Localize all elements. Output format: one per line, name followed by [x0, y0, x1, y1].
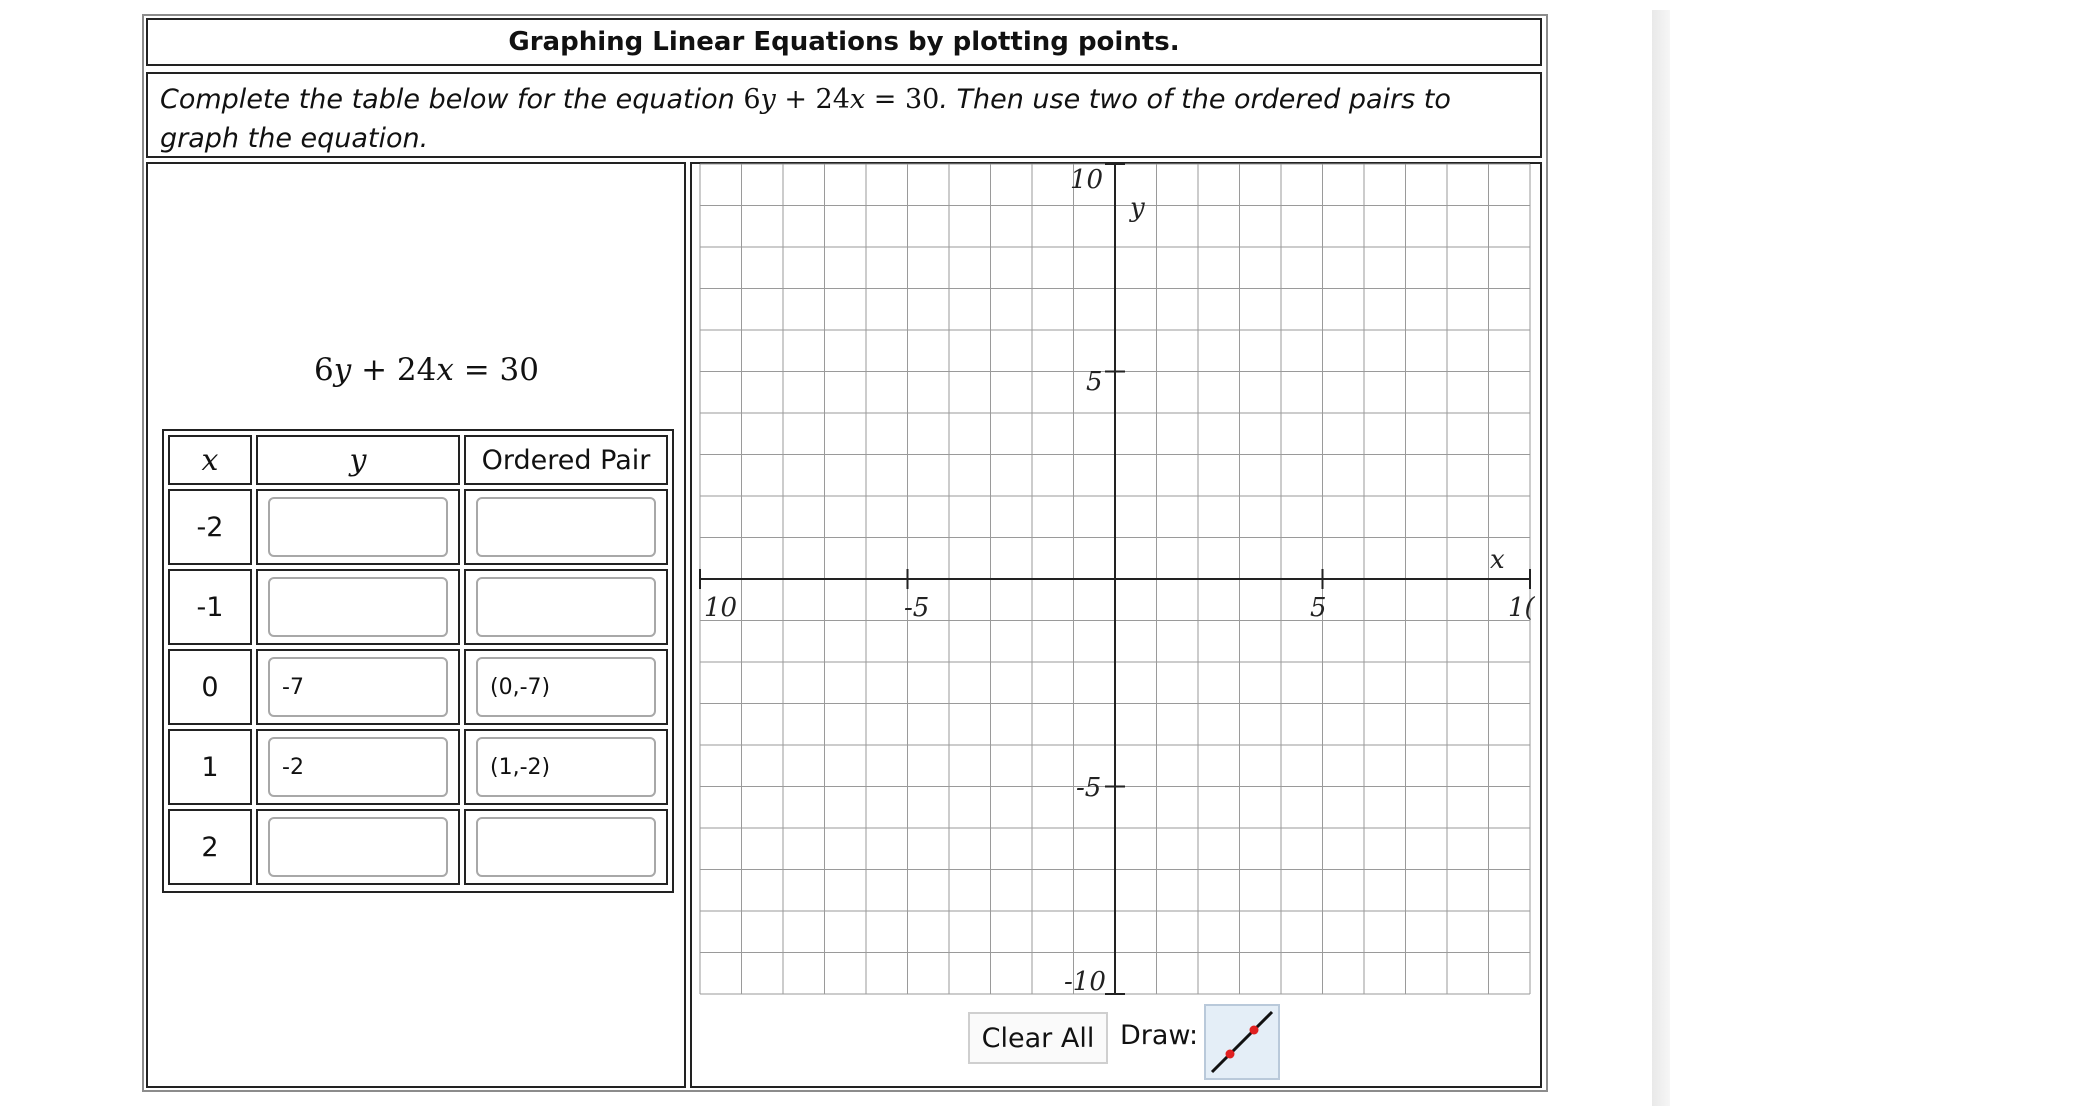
y-axis-label: y	[1130, 193, 1145, 223]
ordered-pair-input[interactable]	[476, 577, 656, 637]
page-title: Graphing Linear Equations by plotting points.	[146, 18, 1542, 66]
instructions-equation: 6y + 24x = 30	[743, 84, 940, 115]
y-input[interactable]	[268, 497, 448, 557]
x-value: 2	[168, 809, 252, 885]
x-value: 0	[168, 649, 252, 725]
x-tick-label: 1(	[1508, 593, 1535, 623]
y-cell	[256, 569, 460, 645]
x-tick-label: 10	[704, 593, 738, 623]
coordinate-grid[interactable]	[700, 164, 1535, 997]
pair-cell	[464, 569, 668, 645]
y-cell	[256, 729, 460, 805]
y-cell	[256, 809, 460, 885]
pair-cell	[464, 809, 668, 885]
y-tick-label: 10	[1070, 165, 1104, 195]
pair-cell	[464, 489, 668, 565]
y-tick-label: 5	[1086, 367, 1103, 397]
ordered-pair-input[interactable]: (0,-7)	[476, 657, 656, 717]
header-x: x	[168, 435, 252, 485]
y-input[interactable]: -2	[268, 737, 448, 797]
pair-cell	[464, 729, 668, 805]
equation-heading: 6y + 24x = 30	[314, 352, 540, 388]
y-input[interactable]: -7	[268, 657, 448, 717]
page-scrollbar[interactable]	[1652, 10, 1670, 1106]
y-cell	[256, 649, 460, 725]
y-tick-label: -10	[1064, 967, 1106, 997]
x-value: 1	[168, 729, 252, 805]
x-tick-label: 5	[1310, 593, 1327, 623]
y-cell	[256, 489, 460, 565]
x-value: -1	[168, 569, 252, 645]
y-tick-label: -5	[1076, 773, 1102, 803]
instructions-after: . Then use two of the ordered pairs to graph the equation.	[160, 84, 1451, 154]
values-table	[162, 429, 674, 893]
line-segment-tool-icon	[1206, 1006, 1278, 1078]
x-axis-label: x	[1490, 545, 1505, 575]
instructions	[146, 72, 1542, 158]
ordered-pair-input[interactable]	[476, 817, 656, 877]
y-input[interactable]	[268, 817, 448, 877]
instructions-before: Complete the table below for the equation	[160, 84, 744, 115]
x-tick-label: -5	[904, 593, 930, 623]
line-segment-tool-button[interactable]	[1204, 1004, 1280, 1080]
y-input[interactable]	[268, 577, 448, 637]
ordered-pair-input[interactable]: (1,-2)	[476, 737, 656, 797]
header-y: y	[256, 435, 460, 485]
pair-cell	[464, 649, 668, 725]
ordered-pair-input[interactable]	[476, 497, 656, 557]
x-value: -2	[168, 489, 252, 565]
draw-label: Draw:	[1120, 1020, 1199, 1051]
clear-all-button[interactable]: Clear All	[968, 1012, 1108, 1064]
header-ordered-pair: Ordered Pair	[464, 435, 668, 485]
